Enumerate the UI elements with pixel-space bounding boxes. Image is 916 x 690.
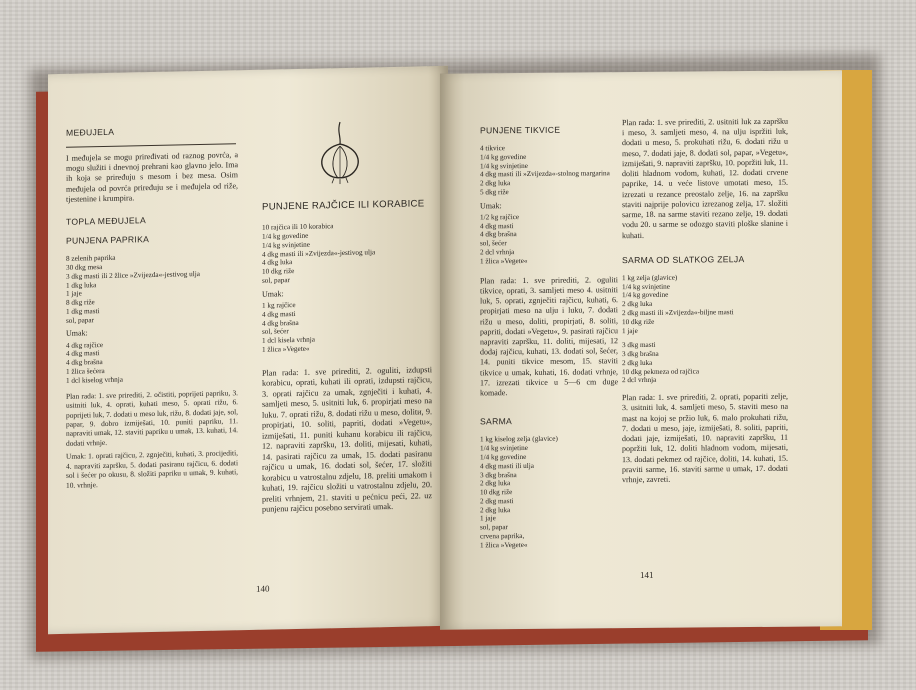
ingredient-list [262, 220, 432, 285]
method-paragraph: Plan rada: 1. sve prirediti, 2. usitniti luk za zapršku i meso, 3. samljeti meso, 4. na ulju ispržiti luk, dodati u meso, 5. prokuhati rižu, 6. dodati rižu u meso, 7. dodati jaje, 8. dodati sol, papar, »Vegetu«, izmiješati, 9. napraviti zapršku, 10. popržiti luk, 11. doliti hladnom vodom, kuhati, 12. dodati crvene paprike, 14. u veće listove umotati meso, 15. izrezati u rezance preostalo zelje, 16. na zapršku staviti najprije polovicu izrezanog zelja, 17. složiti sarme, 18. na sarme staviti rezano zelje, 19. dodati vodu 20. u sarme se odozgo staviti ploške slanine i kuhati. [622, 116, 788, 240]
left-page [48, 66, 448, 634]
list-item: 10 dkg riže [262, 267, 295, 276]
onion-illustration [310, 117, 370, 184]
umak-label: Umak: [262, 288, 284, 299]
list-item: 1 dcl kisela vrhnja [262, 335, 315, 345]
ingredient-list [480, 435, 618, 550]
list-item: 3 dkg masti [622, 341, 656, 350]
sauce-ingredient-list [262, 298, 432, 354]
list-item: 10 rajčica ili 10 korabica [262, 222, 334, 232]
list-item: sol, papar [480, 523, 508, 532]
list-item: 4 dkg brašna [480, 230, 517, 239]
umak-label: Umak: [480, 200, 502, 211]
list-item: 1 žlica »Vegete« [480, 256, 528, 266]
recipe-title: PUNJENE RAJČICE ILI KORABICE [262, 198, 425, 213]
subsection-heading: TOPLA MEĐUJELA [66, 215, 146, 227]
sauce-ingredient-list [622, 340, 788, 385]
recipe-title: PUNJENA PAPRIKA [66, 234, 150, 246]
list-item: 3 dkg brašna [622, 349, 659, 359]
list-item: sol, šećer [262, 327, 289, 337]
section-heading: MEĐUJELA [66, 126, 115, 138]
list-item: 1/4 kg svinjetine [480, 444, 528, 453]
list-item: 1 jaje [622, 326, 638, 335]
list-item: 1 kg rajčice [262, 300, 296, 310]
right-page-column-2 [622, 117, 788, 486]
list-item: 1 jaje [66, 289, 82, 299]
list-item: crvena paprika, [480, 532, 525, 541]
list-item: sol, šećer [480, 239, 507, 248]
list-item: 1/2 kg rajčice [480, 212, 520, 222]
ingredient-list [622, 273, 788, 336]
intro-paragraph: I međujela se mogu priređivati od raznog povrća, a mogu služiti i dnevnoj prehrani kao glavno jelo. Ima ih koja se priređuju s mesom i bez mesa. Osim međujela od povrća priređuju se i međujela od riže, tjestenine i krumpira. [66, 150, 238, 204]
list-item: 1/4 kg svinjetine [480, 161, 528, 170]
list-item: 1 dkg luka [66, 280, 97, 290]
left-page-column-1 [66, 118, 238, 490]
list-item: 1 žlica »Vegete« [480, 540, 528, 550]
list-item: 4 dkg masti ili »Zvijezda«-jestivog ulja [262, 247, 376, 259]
method-paragraph: Plan rada: 1. sve prirediti, 2. očistiti, poprijeti papriku, 3. usitniti luk, 4. oprati, kuhati meso, 5. oprati rižu, 6. poprijeti luk, 7. dodati u meso luk, rižu, 8. dodati jaje, sol, papar, 9. dobro izmiješati, 10. puniti papriku, 11. napraviti umak, 12. staviti papriku u umak, 13. kuhati, 14. dodati vrhnje. [66, 387, 238, 448]
recipe-title: PUNJENE TIKVICE [480, 124, 561, 136]
list-item: 4 dkg brašna [262, 318, 299, 328]
right-page [440, 70, 842, 630]
list-item: 1 dcl kiselog vrhnja [66, 375, 123, 385]
list-item: 10 dkg riže [622, 317, 655, 326]
list-item: 1/4 kg govedine [622, 291, 669, 300]
ingredient-list [480, 143, 618, 197]
page-number: 140 [256, 583, 270, 594]
list-item: 4 dkg brašna [66, 358, 103, 368]
list-item: 10 dkg riže [480, 488, 513, 497]
list-item: 4 dkg luka [262, 258, 293, 268]
ingredient-list [66, 251, 238, 325]
method-paragraph: Plan rada: 1. sve prirediti, 2. oprati, popariti zelje, 3. usitniti luk, 4. samljeti meso, 5. staviti meso na mast na kojoj se pržio luk, 6. malo prokuhati rižu, 7. dodati u meso, jaje, izmiješati, 8. soliti, papriti, dodati jaje, izmiješati, 10. napraviti zapršku, 11 popržiti luk, 12. doliti hladnom vodom, mijesati, 13. dodati pekmez od rajčice, doliti, 14. kuhati, 15. praviti sarme, 16. staviti sarme u umak, 17. dodati vrhnje, zavreti. [622, 391, 788, 485]
sauce-ingredient-list [66, 338, 238, 386]
list-item: 8 dkg riže [66, 298, 95, 307]
list-item: 1/4 kg govedine [480, 152, 527, 162]
list-item: 1 žlica »Vegete« [262, 344, 310, 354]
list-item: 30 dkg mesa [66, 263, 103, 272]
list-item: 2 dkg masti [480, 497, 514, 506]
list-item: 1 jaje [480, 514, 496, 523]
right-page-column-1 [480, 118, 618, 550]
list-item: 1 kg zelja (glavice) [622, 273, 678, 282]
list-item: sol, papar [66, 315, 94, 325]
list-item: 1/4 kg svinjetine [622, 282, 670, 291]
sauce-method-paragraph: Umak: 1. oprati rajčicu, 2. zgnječiti, kuhati, 3. procijediti, 4. napraviti zapršku, 5. dodati pasiranu rajčicu, 6. dodati sol i šećer po okusu, 8. složiti papriku u umak, 9. kuhati, 10. vrhnje. [66, 448, 238, 490]
list-item: 2 dkg luka [622, 358, 653, 368]
list-item: 1 dkg masti [66, 306, 100, 316]
list-item: 3 dkg masti ili 2 žlice »Zvijezda«-jestivog ulja [66, 269, 200, 281]
recipe-title: SARMA OD SLATKOG ZELJA [622, 253, 745, 265]
list-item: 2 dkg luka [480, 479, 511, 488]
method-paragraph: Plan rada: 1. sve prirediti, 2. oguliti tikvice, oprati, 3. samljeti meso 4. usitniti luk, 5. oprati, zgnječiti rajčicu, kuhati, 6. propirjati meso na ulju i luku, 7. dodati rižu u meso, doliti, propirjati, 8. soliti, papriti, dodati »Vegetu«, 9. pasirati rajčicu napraviti zapršku, 11. doliti, mijesati, 12 dodaj rajčicu, kuhati, 13. dodati sol, šećer, 14. puniti tikvice mesom, 15. staviti tikvice u umak, kuhati, 16. dodati vrhnje, 17. izrezati tikvice u 5—6 cm duge komade. [480, 274, 618, 398]
page-number: 141 [640, 569, 654, 581]
list-item: 4 dkg masti ili »Zvijezda«-stolnog margarina [480, 169, 610, 179]
umak-label: Umak: [66, 328, 88, 339]
method-paragraph: Plan rada: 1. sve prirediti, 2. oguliti, izdupsti korabicu, oprati, kuhati ili oprati, izdupsti rajčicu, 3. oprati rajčicu za umak, zgnječiti i kuhati, 4. samljeti meso, 5. usitniti luk, 6. propirjati meso na luku. 7. oprati rižu, 8. dodati rižu u meso, dolitи, 9. propirjati, 10. soliti, papriti, dodati »Vegetu«, izmiješati, 11. puniti kuhanu korabicu ili rajčicu, 12. napraviti zapršku, 13. doliti, mijesati, kuhati, 14. pasirati rajčicu za umak, 15. dodati pasiranu rajčicu u umak, 16. dodati sol, šećer, 17. složiti korabicu u vatrostalnu zdjelu, 18. preliti umakom i kuhati, 19. rajčicu složiti u vatrostalnu zdjelu, 20. preliti vrhnjem, 21. staviti u pećnicu peći, 22. uz punjenu rajčicu posebno servirati umak. [262, 364, 432, 514]
list-item: 1/4 kg govedine [480, 452, 527, 462]
list-item: 2 dkg luka [480, 505, 511, 515]
list-item: 8 zelenih paprika [66, 253, 116, 263]
list-item: 10 dkg pekmeza od rajčica [622, 367, 700, 376]
list-item: 4 dkg rajčice [66, 340, 104, 350]
list-item: 1 kg kiselog zelja (glavice) [480, 435, 558, 444]
recipe-title: SARMA [480, 416, 513, 427]
left-page-column-2 [262, 198, 432, 515]
list-item: 4 dkg masti ili ulja [480, 461, 534, 471]
list-item: 1/4 kg govedine [262, 231, 309, 241]
list-item: 2 dcl vrhnja [480, 248, 515, 257]
list-item: 2 dkg luka [622, 300, 653, 309]
list-item: 4 dkg masti [262, 309, 296, 319]
list-item: 4 dkg masti [480, 221, 514, 231]
list-item: 4 dkg masti [66, 349, 100, 359]
list-item: 2 dcl vrhnja [622, 376, 657, 385]
sauce-ingredient-list [480, 212, 618, 266]
list-item: 3 dkg brašna [480, 470, 517, 479]
list-item: 4 tikvice [480, 144, 505, 153]
list-item: 1/4 kg svinjetine [262, 240, 310, 250]
list-item: sol, papar [262, 276, 290, 285]
list-item: 2 dkg luka [480, 179, 511, 188]
list-item: 1 žlica šećera [66, 367, 105, 376]
list-item: 2 dkg masti ili »Zvijezda«-biljne masti [622, 308, 734, 318]
list-item: 5 dkg riže [480, 188, 509, 197]
heading-rule [66, 143, 236, 148]
